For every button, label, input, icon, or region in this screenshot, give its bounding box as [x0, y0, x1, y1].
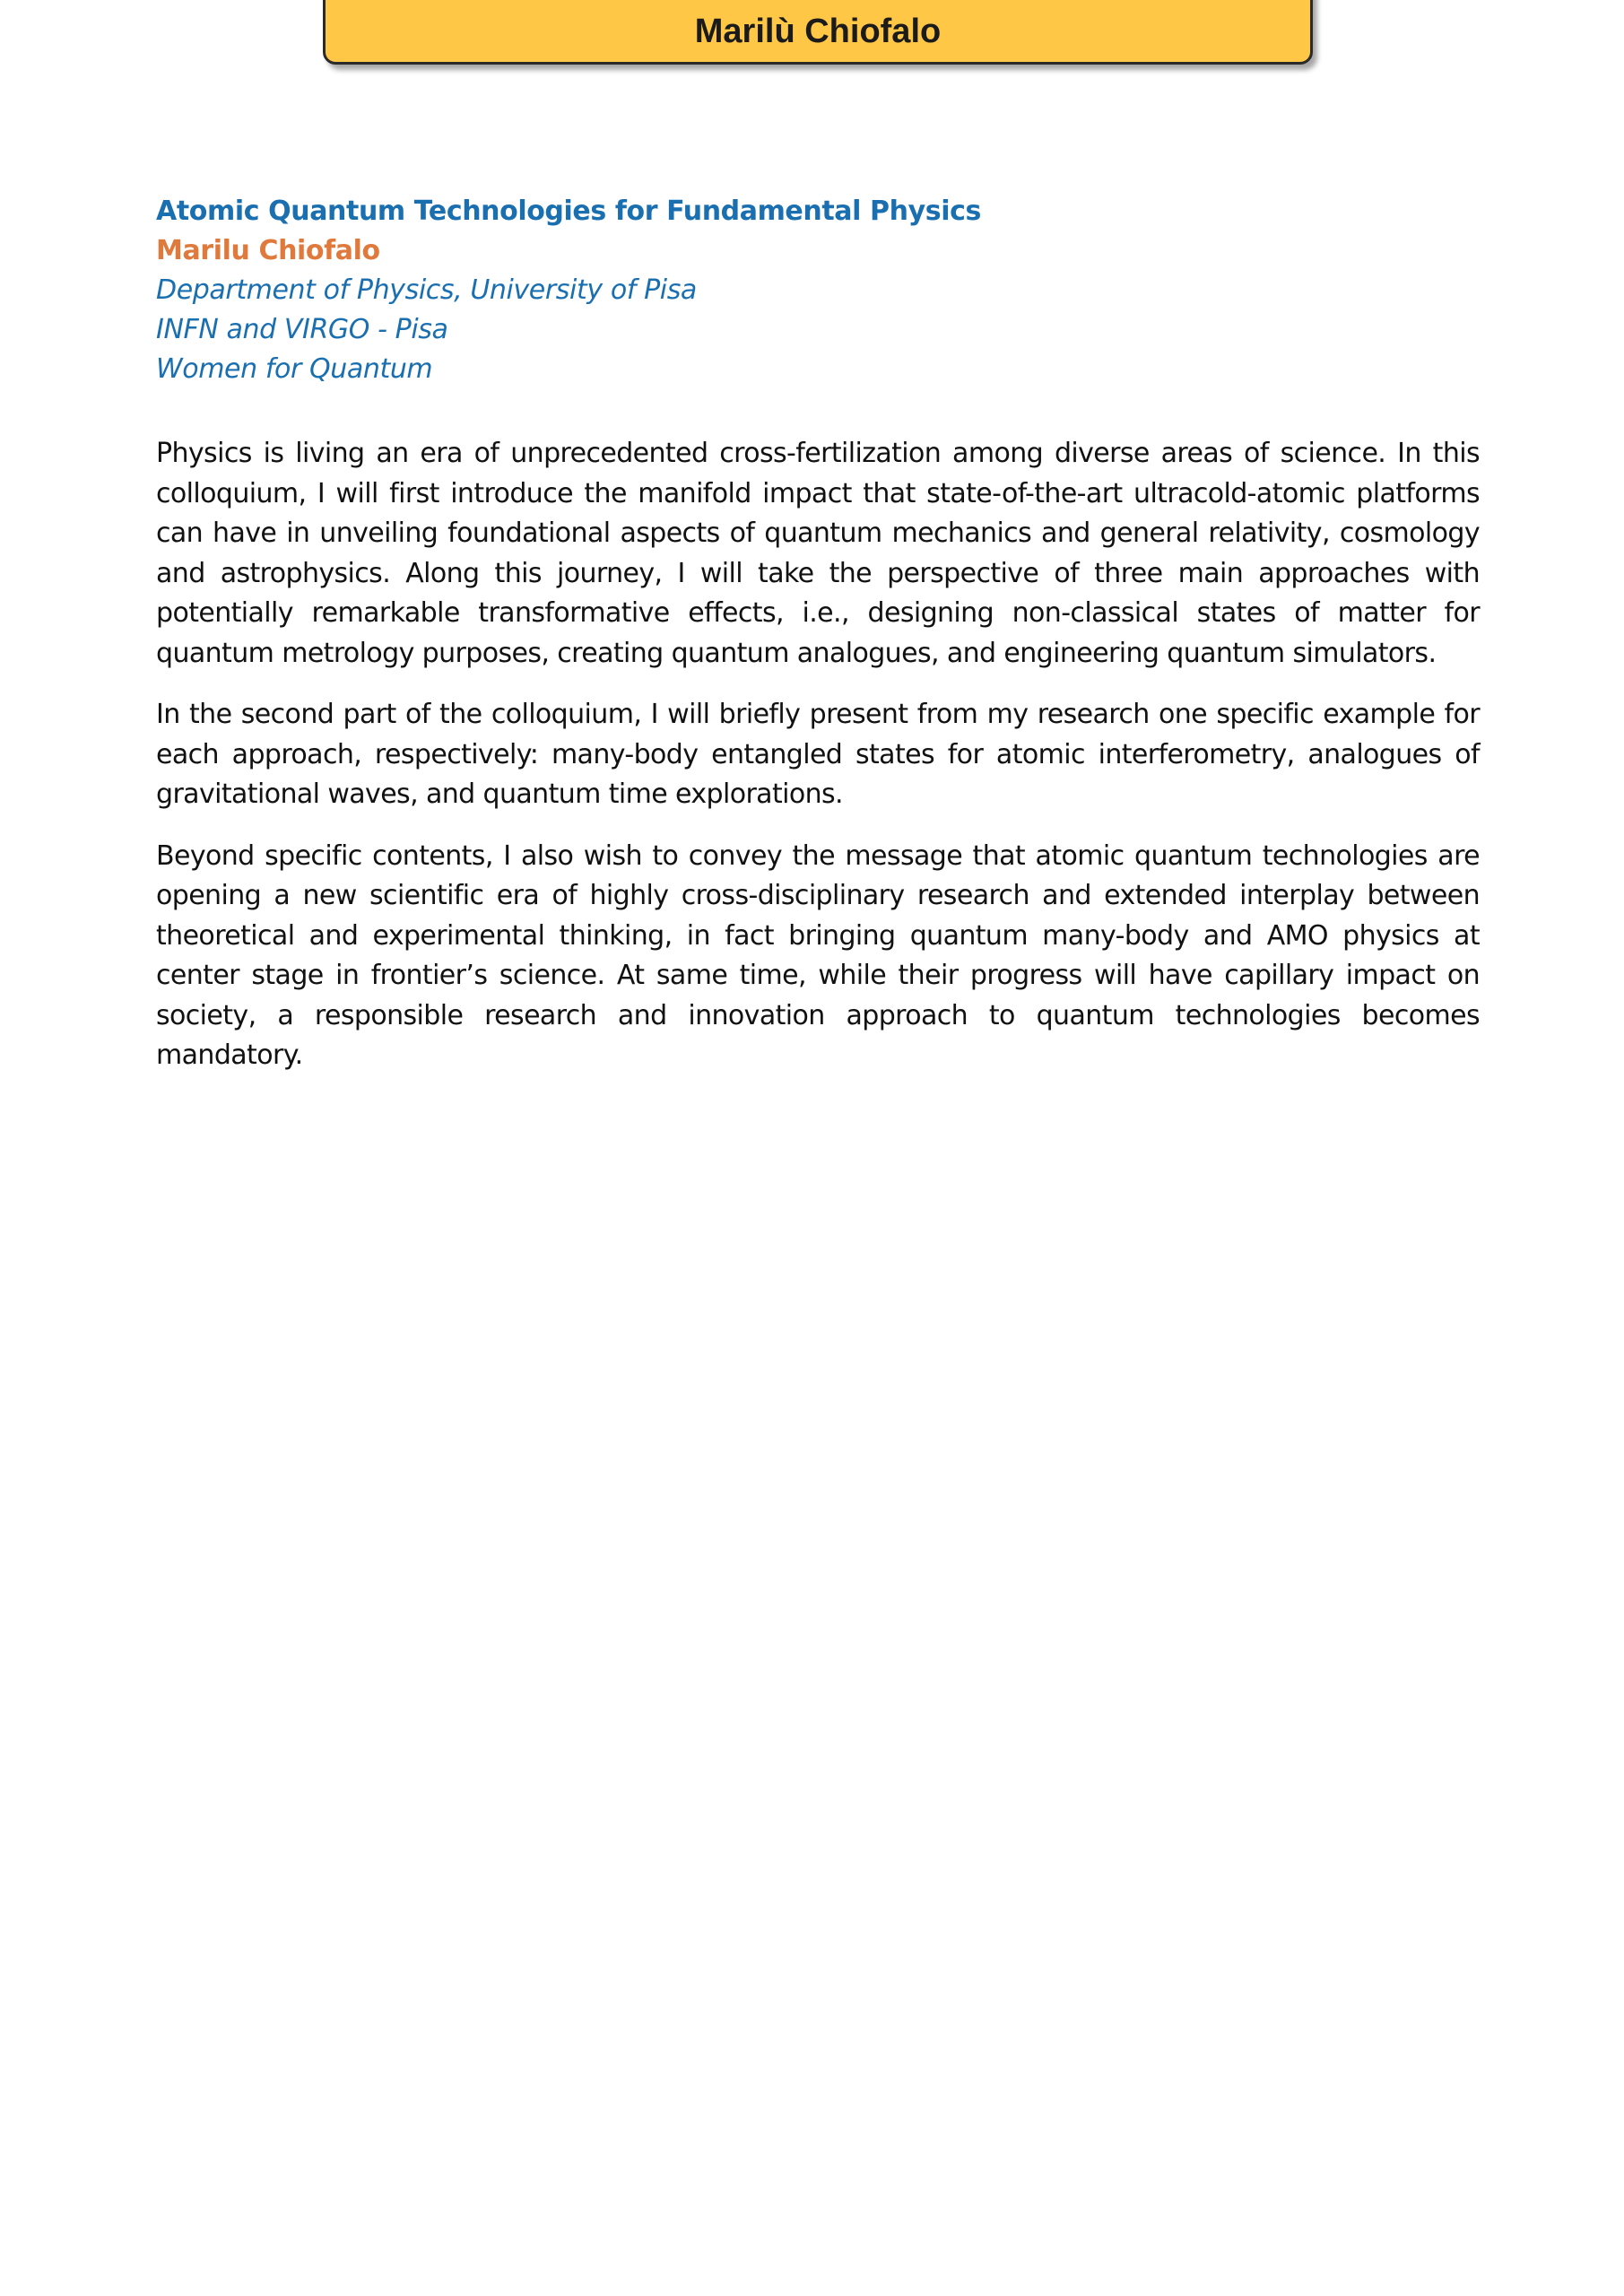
- talk-title: Atomic Quantum Technologies for Fundamental Physics: [156, 196, 981, 227]
- talk-content: [156, 192, 1480, 1098]
- affiliation-women-for-quantum: Women for Quantum: [156, 353, 433, 385]
- header-speaker-name: Marilù Chiofalo: [694, 12, 942, 50]
- abstract-paragraph: Physics is living an era of unprecedented cross-fertilization among diverse areas of science. In this colloquium, I will first introduce the manifold impact that state-of-the-art ultracold-atomic platforms can have in unveiling foundational aspects of quantum mechanics and general relativity, cosmology and astrophysics. Along this journey, I will take the perspective of three main approaches with potentially remarkable transformative effects, i.e., designing non-classical states of matter for quantum metrology purposes, creating quantum analogues, and engineering quantum simulators.: [156, 438, 1480, 669]
- affiliation-department: Department of Physics, University of Pisa: [156, 274, 697, 306]
- abstract-paragraph: In the second part of the colloquium, I will briefly present from my research one specific example for each approach, respectively: many-body entangled states for atomic interferometry, analogues of gravitational waves, and quantum time explorations.: [156, 699, 1480, 810]
- abstract: [156, 434, 1480, 1076]
- affiliation-infn-virgo: INFN and VIRGO - Pisa: [156, 314, 448, 345]
- speaker-name: Marilu Chiofalo: [156, 235, 380, 266]
- header-banner: [323, 0, 1313, 65]
- abstract-paragraph: Beyond specific contents, I also wish to convey the message that atomic quantum technologies are opening a new scientific era of highly cross-disciplinary research and extended interplay between theoretical and experimental thinking, in fact bringing quantum many-body and AMO physics at center stage in frontier’s science. At same time, while their progress will have capillary impact on society, a responsible research and innovation approach to quantum technologies becomes mandatory.: [156, 839, 1480, 1071]
